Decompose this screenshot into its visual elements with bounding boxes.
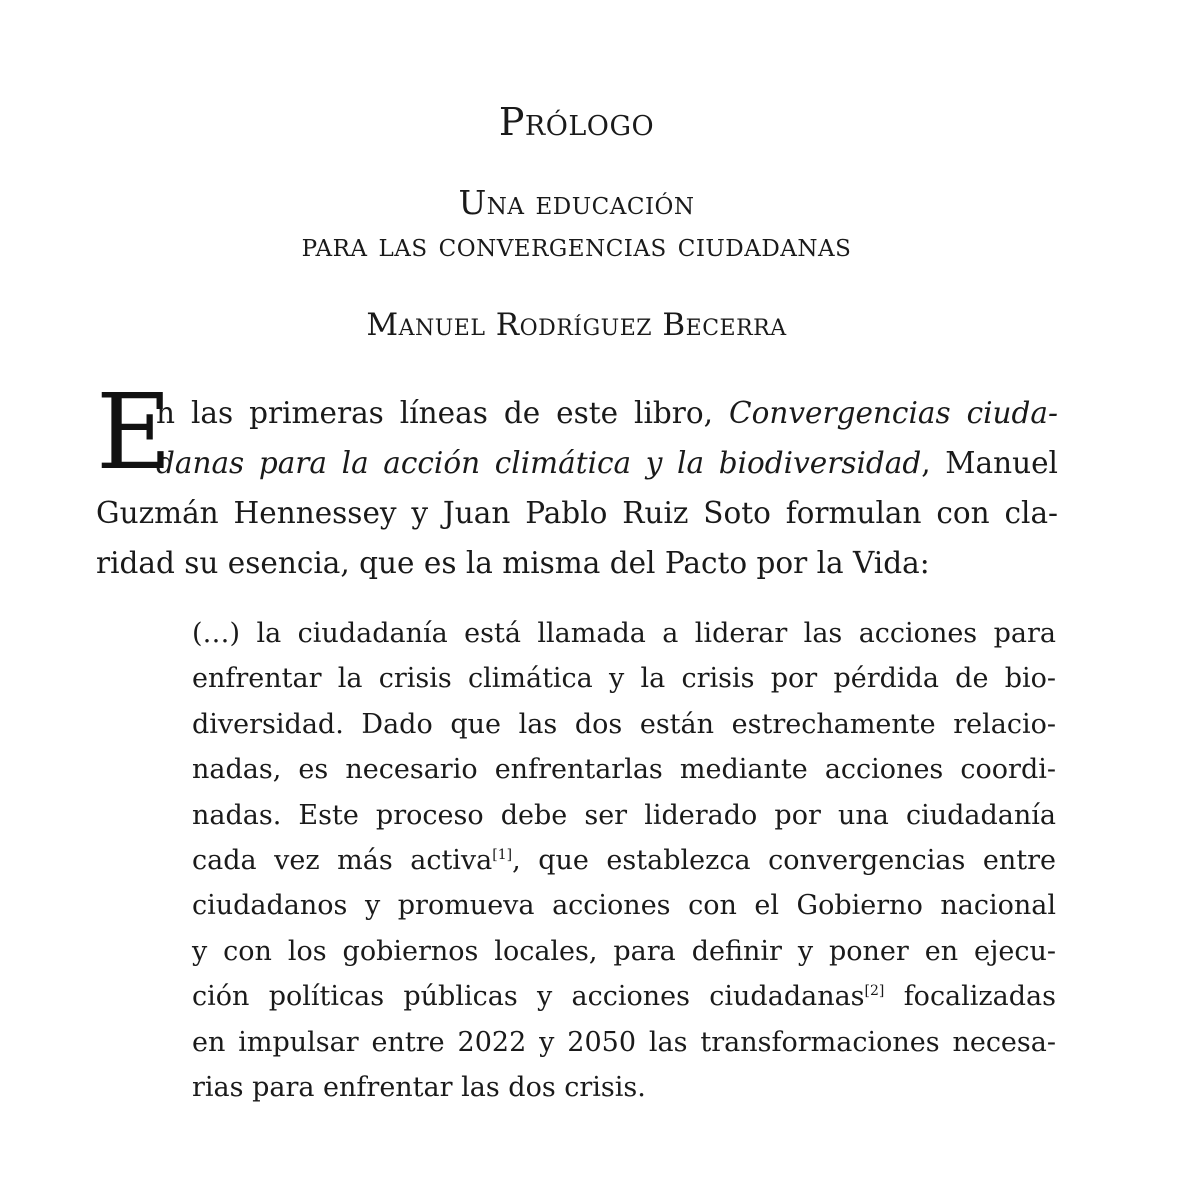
intro-paragraph (96, 371, 1058, 588)
chapter-title: Prólogo (498, 100, 655, 144)
quote-line-1: (…) la ciudadanía está llamada a liderar las acciones para (192, 618, 1056, 649)
quote-line-8: y con los gobiernos locales, para definir y poner en ejecu- (192, 935, 1056, 967)
quote-line-6-end: , que establezca convergencias entre (512, 844, 1056, 876)
intro-line-2-text: , Manuel (921, 446, 1058, 480)
book-title-part-1: Convergencias ciuda- (729, 396, 1058, 430)
drop-cap: E (96, 371, 172, 493)
author-name: Manuel Rodríguez Becerra (366, 307, 787, 343)
quote-line-5: nadas. Este proceso debe ser liderado por una ciudadanía (192, 799, 1056, 831)
quote-line-9-end: focalizadas (884, 981, 1056, 1013)
chapter-subtitle (0, 182, 1153, 266)
quote-line-10: en impulsar entre 2022 y 2050 las transformaciones necesa- (192, 1026, 1056, 1058)
subtitle-line-2: para las convergencias ciudadanas (301, 225, 852, 264)
intro-line-1-text: n las primeras líneas de este libro, (156, 396, 714, 430)
quote-line-2: enfrentar la crisis climática y la crisis por pérdida de bio- (192, 663, 1056, 695)
quote-line-6 (192, 838, 1056, 883)
intro-line-2 (96, 438, 1058, 488)
quote-line-11: rias para enfrentar las dos crisis. (192, 1071, 646, 1103)
subtitle-line-1: Una educación (458, 183, 695, 222)
book-title-part-2: danas para la acción climática y la biodiversidad (156, 446, 922, 480)
quote-line-9 (192, 974, 1056, 1019)
intro-line-4: ridad su esencia, que es la misma del Pacto por la Vida: (96, 546, 930, 580)
footnote-ref-1[interactable]: [1] (492, 846, 513, 863)
quote-line-6-start: cada vez más activa (192, 844, 493, 876)
block-quote (192, 611, 1056, 1110)
footnote-ref-2[interactable]: [2] (864, 983, 885, 1000)
quote-line-3: diversidad. Dado que las dos están estrechamente relacio- (192, 708, 1056, 740)
intro-line-1 (96, 388, 1058, 438)
quote-line-4: nadas, es necesario enfrentarlas mediante acciones coordi- (192, 754, 1056, 786)
quote-line-9-start: ción políticas públicas y acciones ciudadanas (192, 981, 865, 1013)
intro-line-3: Guzmán Hennessey y Juan Pablo Ruiz Soto formulan con cla- (96, 496, 1058, 530)
quote-line-7: ciudadanos y promueva acciones con el Gobierno nacional (192, 890, 1056, 922)
